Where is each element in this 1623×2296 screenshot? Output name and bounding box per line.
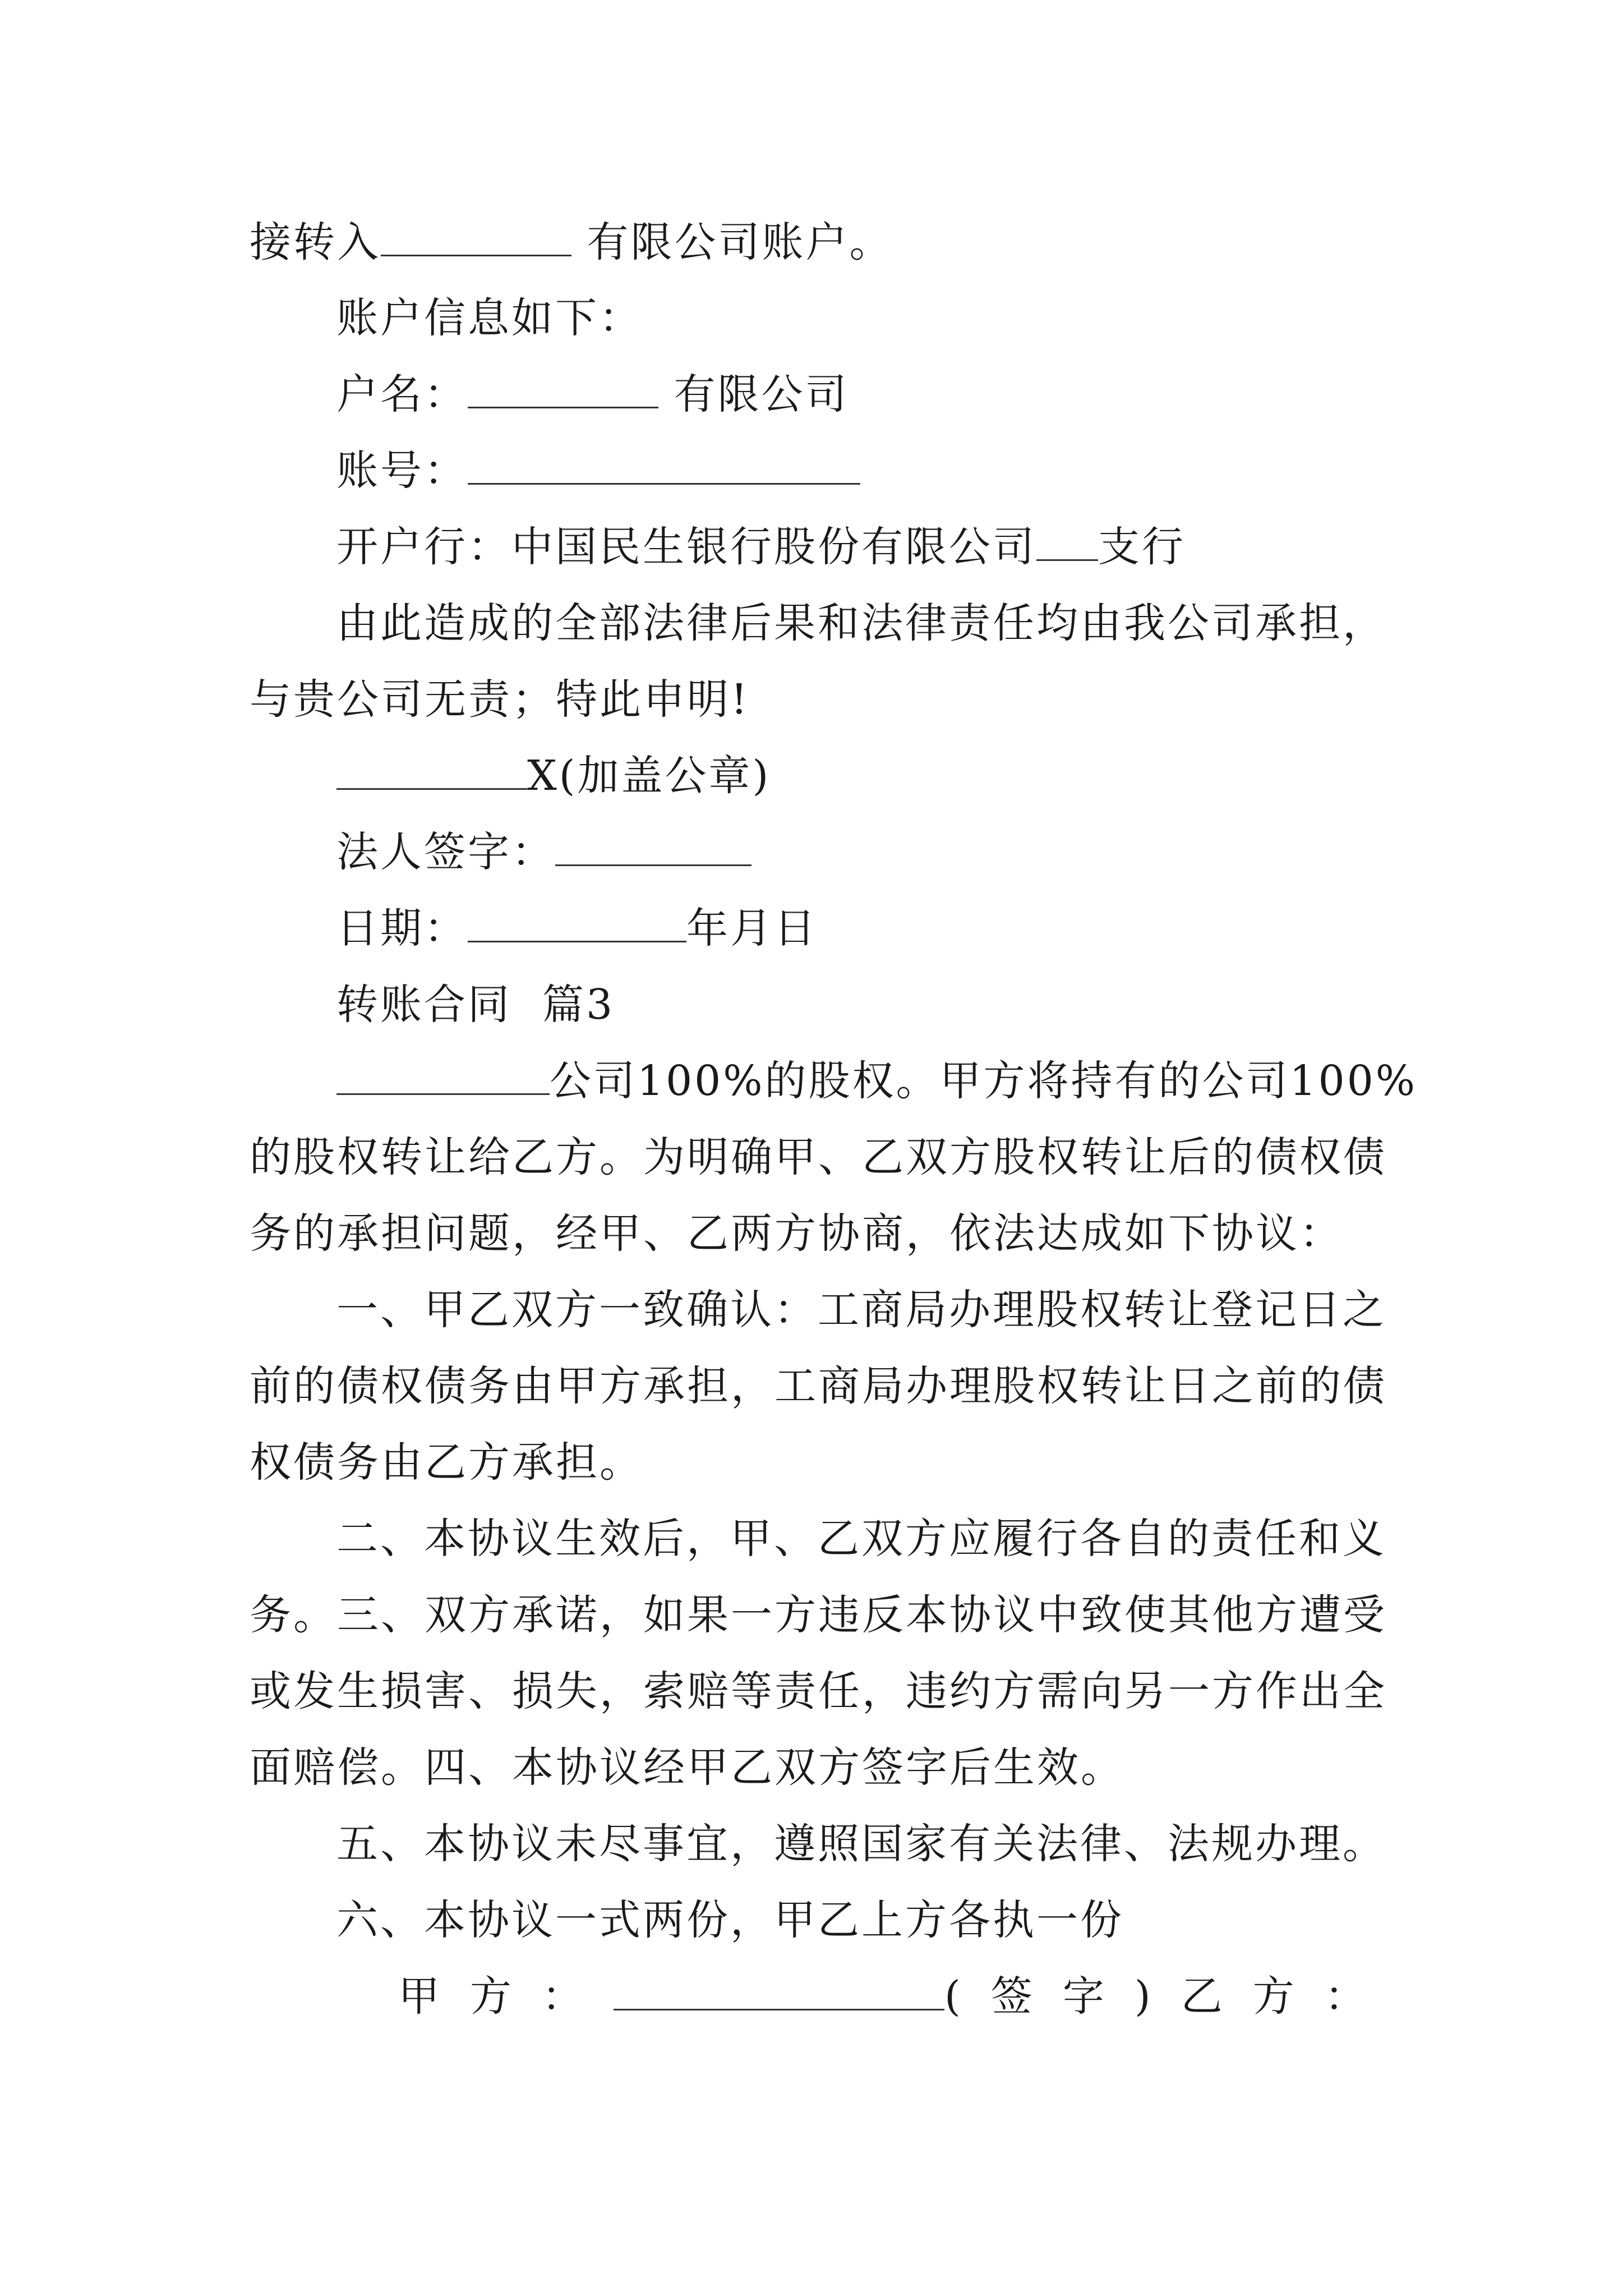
blank-field[interactable]: [468, 370, 658, 408]
text-line: 的股权转让给乙方。为明确甲、乙双方股权转让后的债权债: [250, 1133, 1387, 1181]
text-line: [336, 1053, 1542, 1109]
text-line: [336, 366, 1542, 422]
text-line: 前的债权债务由甲方承担，工商局办理股权转让日之前的债: [250, 1362, 1387, 1410]
text-line: 二、本协议生效后，甲、乙双方应履行各自的责任和义: [336, 1515, 1386, 1563]
text-segment: X(加盖公章): [527, 752, 771, 800]
text-line: [336, 824, 1542, 880]
blank-field[interactable]: [468, 446, 860, 485]
text-line: 五、本协议未尽事宜，遵照国家有关法律、法规办理。: [336, 1820, 1386, 1868]
text-line: 务。三、双方承诺，如果一方违反本协议中致使其他方遭受: [250, 1591, 1387, 1639]
text-line: [336, 748, 1542, 804]
section-heading: 转账合同 篇3: [336, 981, 615, 1029]
text-line: [250, 214, 1455, 270]
text-segment: 日期：: [336, 904, 468, 953]
text-line: [336, 900, 1542, 956]
text-line: 权债务由乙方承担。: [250, 1438, 643, 1487]
text-line: 务的承担问题，经甲、乙两方协商，依法达成如下协议：: [250, 1209, 1343, 1258]
text-line: 或发生损害、损失，索赔等责任，违约方需向另一方作出全: [250, 1667, 1387, 1715]
text-segment: 法人签字：: [336, 828, 555, 876]
text-segment: 甲方：: [398, 1972, 614, 2021]
text-segment: (签字)乙方：: [944, 1972, 1396, 2021]
text-segment: 支行: [1098, 523, 1186, 571]
blank-field[interactable]: [381, 218, 571, 256]
text-line: 由此造成的全部法律后果和法律责任均由我公司承担，: [336, 599, 1386, 647]
text-line: 面赔偿。四、本协议经甲乙双方签字后生效。: [250, 1743, 1124, 1792]
signature-line: [398, 1968, 1453, 2024]
text-segment: 有限公司账户。: [571, 218, 893, 266]
text-segment: 公司100%的股权。甲方将持有的公司100%: [550, 1057, 1418, 1105]
text-line: [336, 519, 1542, 575]
text-line: 六、本协议一式两份，甲乙上方各执一份: [336, 1896, 1124, 1944]
text-segment: 年月日: [686, 904, 818, 953]
text-line: 账户信息如下：: [336, 294, 643, 342]
text-segment: 账号：: [336, 447, 468, 495]
text-line: 一、甲乙双方一致确认：工商局办理股权转让登记日之: [336, 1286, 1386, 1334]
text-segment: 开户行：中国民生银行股份有限公司: [336, 523, 1036, 571]
text-line: [336, 443, 1542, 499]
blank-field[interactable]: [336, 751, 527, 790]
blank-field[interactable]: [336, 1056, 550, 1095]
blank-field[interactable]: [1036, 522, 1098, 561]
text-segment: 有限公司: [658, 370, 849, 418]
blank-field[interactable]: [468, 904, 686, 942]
text-segment: 户名：: [336, 370, 468, 418]
signature-blank[interactable]: [614, 1972, 944, 2010]
text-line: 与贵公司无责；特此申明!: [250, 675, 750, 724]
blank-field[interactable]: [555, 827, 751, 866]
text-segment: 接转入: [250, 218, 381, 266]
